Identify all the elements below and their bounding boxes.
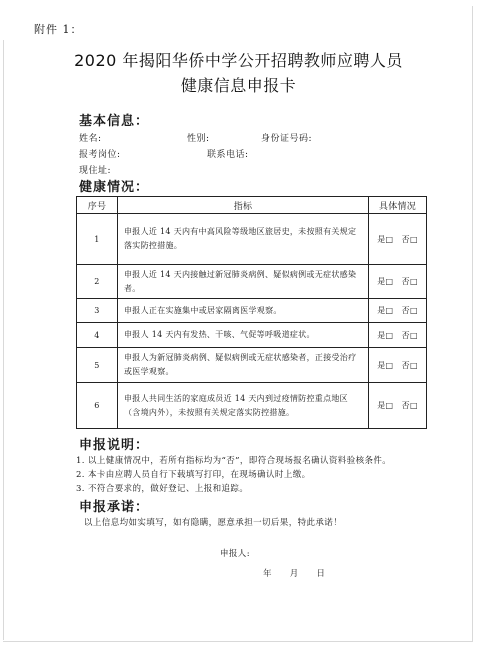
commitment-text: 以上信息均如实填写，如有隐瞒，愿意承担一切后果，特此承诺！ [84,518,343,528]
col-header-indicator: 指标 [118,197,369,214]
row-indicator: 申报人共同生活的家庭成员近 14 天内到过疫情防控重点地区（含境内外），未按照有关规定落实防控措施。 [118,383,369,429]
phone-label: 联系电话: [207,150,249,160]
row-indicator: 申报人 14 天内有发热、干咳、气促等呼吸道症状。 [118,323,369,348]
notes-heading: 申报说明： [79,438,150,453]
table-row [77,383,427,429]
table-header-row [77,197,427,214]
table-row [77,214,427,265]
document-title-line1: 2020 年揭阳华侨中学公开招聘教师应聘人员 [74,51,403,70]
row-number: 1 [77,214,118,265]
row-indicator: 申报人正在实施集中或居家隔离医学观察。 [118,299,369,323]
id-number-label: 身份证号码: [261,134,313,144]
col-header-number: 序号 [77,197,118,214]
basic-info-heading: 基本信息： [79,114,150,129]
table-row [77,265,427,299]
name-label: 姓名: [79,134,102,144]
gender-label: 性别: [187,134,210,144]
address-label: 现住址: [79,166,112,176]
page-frame-right [472,6,473,642]
note-item: 2. 本卡由应聘人员自行下载填写打印，在现场确认时上缴。 [76,470,311,480]
note-item: 3. 不符合要求的，做好登记、上报和追踪。 [76,484,249,494]
row-indicator: 申报人近 14 天内有中高风险等级地区旅居史，未按照有关规定落实防控措施。 [118,214,369,265]
health-heading: 健康情况： [79,180,150,195]
table-row [77,348,427,383]
row-number: 2 [77,265,118,299]
yes-no-checkboxes[interactable]: 是□ 否□ [369,265,427,299]
date-line: 年 月 日 [263,569,326,579]
col-header-situation: 具体情况 [369,197,427,214]
page-frame-bottom [3,641,473,642]
table-row [77,323,427,348]
row-indicator: 申报人近 14 天内接触过新冠肺炎病例、疑似病例或无症状感染者。 [118,265,369,299]
row-number: 4 [77,323,118,348]
note-item: 1. 以上健康情况中，若所有指标均为“否”，即符合现场报名确认资料验核条件。 [76,456,392,466]
yes-no-checkboxes[interactable]: 是□ 否□ [369,214,427,265]
table-row [77,299,427,323]
row-number: 6 [77,383,118,429]
commitment-heading: 申报承诺： [79,500,150,515]
declarant-label: 申报人: [220,549,250,559]
yes-no-checkboxes[interactable]: 是□ 否□ [369,299,427,323]
row-number: 3 [77,299,118,323]
row-indicator: 申报人为新冠肺炎病例、疑似病例或无症状感染者，正接受治疗或医学观察。 [118,348,369,383]
yes-no-checkboxes[interactable]: 是□ 否□ [369,323,427,348]
yes-no-checkboxes[interactable]: 是□ 否□ [369,348,427,383]
page-frame-left [3,40,4,640]
attachment-label: 附件 1： [34,23,83,36]
document-title-line2: 健康信息申报卡 [180,76,297,95]
health-table [76,196,427,429]
yes-no-checkboxes[interactable]: 是□ 否□ [369,383,427,429]
position-label: 报考岗位: [79,150,121,160]
row-number: 5 [77,348,118,383]
